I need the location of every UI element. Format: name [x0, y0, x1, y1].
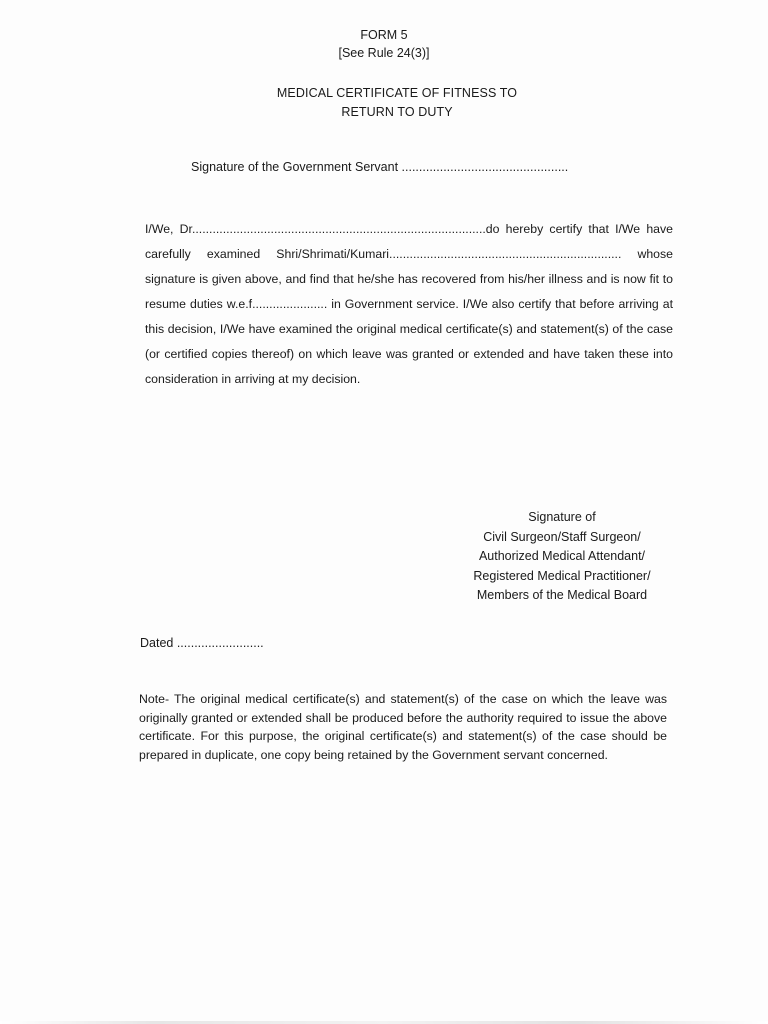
title-line-1: MEDICAL CERTIFICATE OF FITNESS TO	[276, 86, 518, 100]
authority-signature-line-3: Authorized Medical Attendant/	[478, 549, 646, 563]
certificate-body-paragraph: I/We, Dr......................................................................................do hereby certify that I/We have carefully examined Shri/Shrimati/Kumari.................................................................... whose signature is given above, and find that he/she has recovered from his/her illness and is now fit to resume duties w.e.f...................... in Government service. I/We also certify that before arriving at this decision, I/We have examined the original medical certificate(s) and statement(s) of the case (or certified copies thereof) on which leave was granted or extended and have taken these into consideration in arriving at my decision.	[145, 222, 673, 386]
government-servant-signature-line: Signature of the Government Servant ................................................	[191, 160, 569, 174]
note-paragraph: Note- The original medical certificate(s) and statement(s) of the case on which the leave was originally granted or extended shall be produced before the authority required to issue the above certificate. For this purpose, the original certificate(s) and statement(s) of the case should be prepared in duplicate, one copy being retained by the Government servant concerned.	[139, 692, 667, 762]
rule-reference: [See Rule 24(3)]	[338, 46, 430, 60]
authority-signature-line-5: Members of the Medical Board	[476, 588, 648, 602]
form-number: FORM 5	[360, 28, 408, 42]
authority-signature-line-2: Civil Surgeon/Staff Surgeon/	[483, 529, 641, 544]
form-header	[0, 26, 768, 62]
certificate-title	[0, 84, 768, 122]
title-line-2: RETURN TO DUTY	[341, 105, 453, 119]
dated-line: Dated .........................	[140, 636, 264, 650]
authority-signature-line-4: Registered Medical Practitioner/	[473, 568, 651, 583]
authority-signature-line-1: Signature of	[528, 510, 596, 524]
authority-signature-block	[452, 508, 672, 606]
